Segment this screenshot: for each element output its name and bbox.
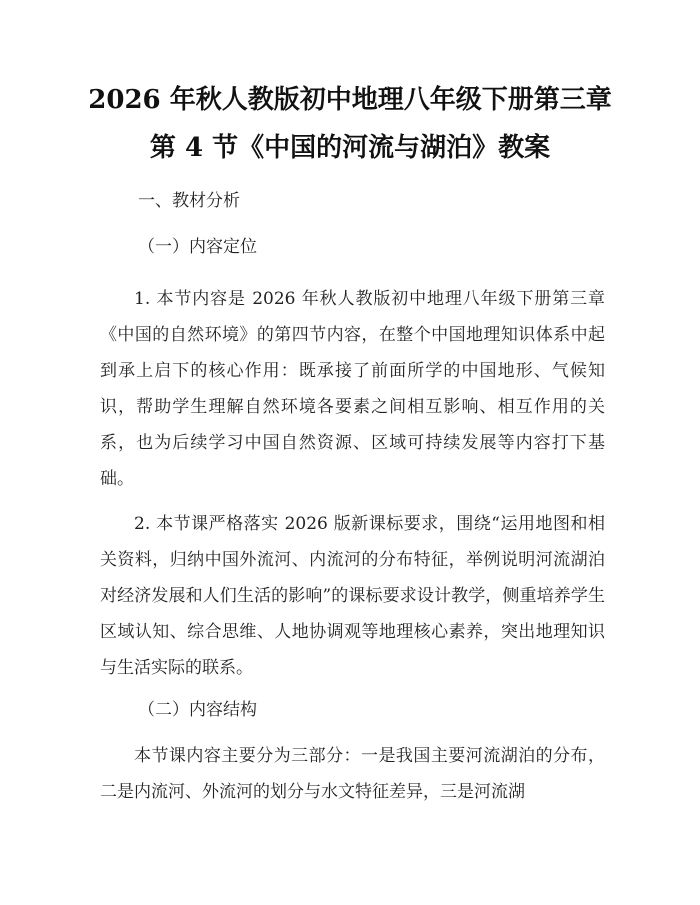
section-heading-textbook-analysis: 一、教材分析 (138, 191, 240, 211)
paragraph-content-positioning-1: 1. 本节内容是 2026 年秋人教版初中地理八年级下册第三章《中国的自然环境》的第四节内容，在整个中国地理知识体系中起到承上启下的核心作用：既承接了前面所学的中国地形、气候知识，帮助学生理解自然环境各要素之间相互影响、相互作用的关系，也为后续学习中国自然资源、区域可持续发展等内容打下基础。 (100, 289, 605, 489)
paragraph-content-structure: 本节课内容主要分为三部分：一是我国主要河流湖泊的分布，二是内流河、外流河的划分与水文特征差异，三是河流湖 (100, 746, 605, 802)
subsection-heading-content-positioning: （一）内容定位 (138, 237, 257, 257)
subsection-heading-content-structure: （二）内容结构 (138, 700, 257, 720)
paragraph-content-positioning-2: 2. 本节课严格落实 2026 版新课标要求，围绕“运用地图和相关资料，归纳中国外流河、内流河的分布特征，举例说明河流湖泊对经济发展和人们生活的影响”的课标要求设计教学，侧重培养学生区域认知、综合思维、人地协调观等地理核心素养，突出地理知识与生活实际的联系。 (100, 514, 605, 678)
document-title-line-2: 第 4 节《中国的河流与湖泊》教案 (149, 133, 551, 163)
document-title-line-1: 2026 年秋人教版初中地理八年级下册第三章 (88, 85, 612, 115)
